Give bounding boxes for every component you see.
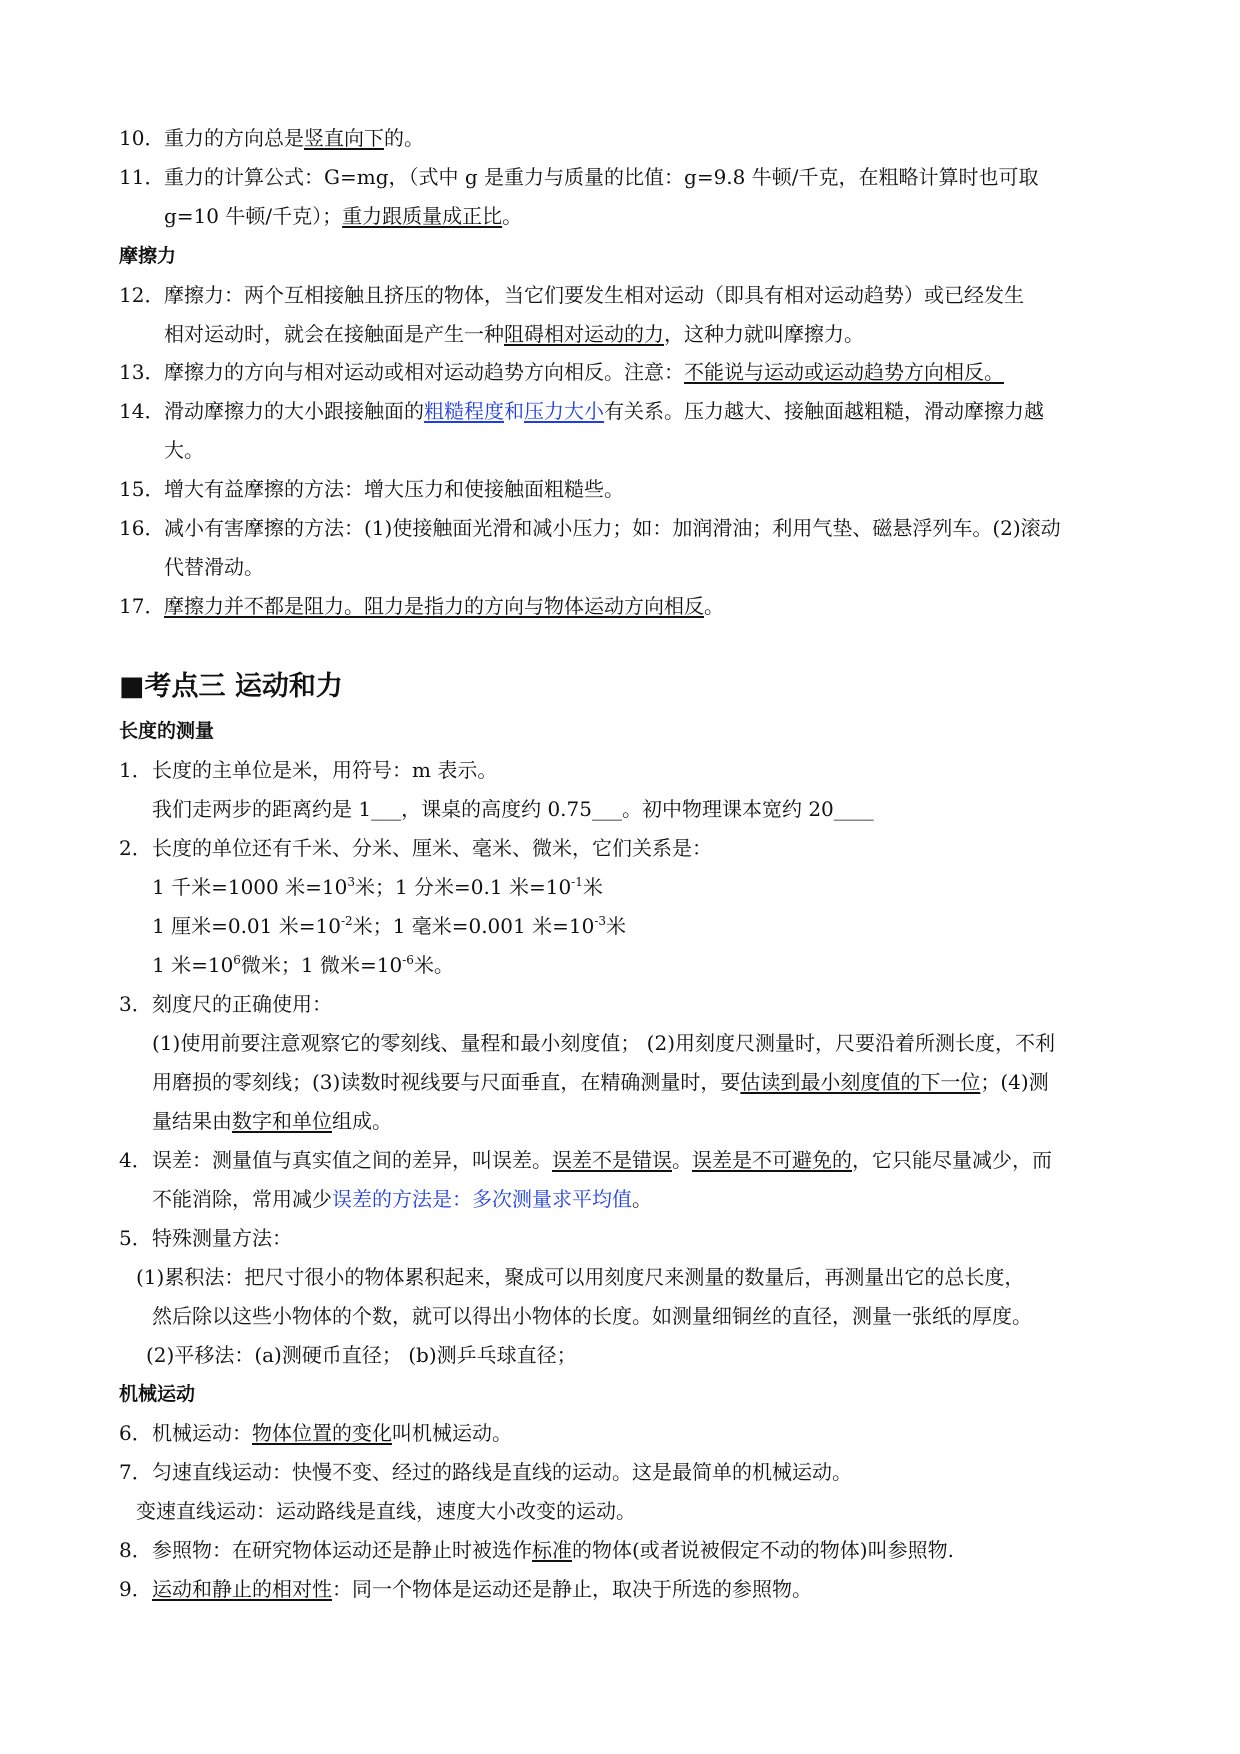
text-segment: 的。 [384,126,424,150]
item-text: 长度的单位还有千米、分米、厘米、毫米、微米，它们关系是： [152,836,712,860]
item-text: 我们走两步的距离约是 1___，课桌的高度约 0.75___。初中物理课本宽约 20____ [152,797,874,821]
item-text: 大。 [164,438,204,462]
item-text: (1)使用前要注意观察它的零刻线、量程和最小刻度值； (2)用刻度尺测量时，尺要沿着所测长度，不利 [152,1031,1056,1055]
item-text [164,593,724,619]
text-segment: 误差：测量值与真实值之间的差异，叫误差。 [152,1148,552,1172]
item-text [152,1108,392,1134]
item-number: 17． [119,594,165,618]
text-segment: 有关系。压力越大、接触面越粗糙，滑动摩擦力越 [604,399,1044,423]
text-segment: 叫机械运动。 [392,1421,512,1445]
underlined-term: 物体位置的变化 [252,1421,392,1445]
text-segment: 组成。 [332,1109,392,1133]
text-segment: ，它只能尽量减少，而 [852,1148,1052,1172]
underlined-term: 阻碍相对运动的力 [504,322,664,346]
link-roughness[interactable]: 粗糙程度 [424,399,504,423]
item-number: 3． [119,992,152,1016]
text-segment: g=10 牛顿/千克）； [164,204,343,228]
text-segment: 重力的方向总是 [164,126,304,150]
item-text: 重力的计算公式：G=mg，（式中 g 是重力与质量的比值：g=9.8 牛顿/千克，在粗略计算时也可取 [164,165,1039,189]
item-number: 8． [119,1538,152,1562]
item-text [164,398,1044,424]
item-number: 16． [119,516,165,540]
item-text: 减小有害摩擦的方法：(1)使接触面光滑和减小压力；如：加润滑油；利用气垫、磁悬浮列车。(2)滚动 [164,516,1061,540]
text-segment: 滑动摩擦力的大小跟接触面的 [164,399,424,423]
item-text [152,1576,812,1602]
item-number: 4． [119,1148,152,1172]
text-segment: 和 [504,399,524,423]
highlighted-term: 误差的方法是：多次测量求平均值 [332,1187,632,1211]
item-number: 6． [119,1421,152,1445]
underlined-term: 误差是不可避免的 [692,1148,852,1172]
text-segment: 相对运动时，就会在接触面是产生一种 [164,322,504,346]
item-number: 12． [119,283,165,307]
item-text [152,1147,1052,1173]
text-segment: 的物体(或者说被假定不动的物体)叫参照物. [572,1538,954,1562]
text-segment: 不能消除，常用减少 [152,1187,332,1211]
item-text [164,321,864,347]
underlined-term: 竖直向下 [304,126,384,150]
item-text [152,1420,512,1446]
text-segment: 。 [704,594,724,618]
item-text: 匀速直线运动：快慢不变、经过的路线是直线的运动。这是最简单的机械运动。 [152,1460,852,1484]
item-text: 然后除以这些小物体的个数，就可以得出小物体的长度。如测量细铜丝的直径，测量一张纸的厚度。 [152,1304,1032,1328]
item-text: 特殊测量方法： [152,1226,292,1250]
item-text [164,359,1004,385]
underlined-term: 运动和静止的相对性 [152,1577,332,1601]
item-number: 2． [119,836,152,860]
text-segment: 。 [672,1148,692,1172]
text-segment: 摩擦力的方向与相对运动或相对运动趋势方向相反。注意： [164,360,684,384]
item-number: 7． [119,1460,152,1484]
text-segment: ：同一个物体是运动还是静止，取决于所选的参照物。 [332,1577,812,1601]
item-number: 5． [119,1226,152,1250]
item-number: 15． [119,477,165,501]
item-number: 11． [119,165,165,189]
item-text: 代替滑动。 [164,555,264,579]
underlined-term: 标准 [532,1538,572,1562]
text-segment: ；(4)测 [980,1070,1049,1094]
item-text [152,1537,954,1563]
text-segment: 机械运动： [152,1421,252,1445]
text-segment: 用磨损的零刻线；(3)读数时视线要与尺面垂直，在精确测量时，要 [152,1070,741,1094]
underlined-term: 重力跟质量成正比 [342,204,503,228]
text-segment: 。 [632,1187,652,1211]
item-text [152,1186,652,1212]
item-text: 长度的主单位是米，用符号：m 表示。 [152,758,498,782]
text-segment: 量结果由 [152,1109,232,1133]
text-segment: ，这种力就叫摩擦力。 [664,322,864,346]
item-text: (2)平移法：(a)测硬币直径； (b)测乒乓球直径； [146,1343,577,1367]
item-number: 1． [119,758,152,782]
item-text [164,125,424,151]
underlined-term: 不能说与运动或运动趋势方向相反。 [684,360,1004,384]
item-text: 刻度尺的正确使用： [152,992,332,1016]
text-segment: 参照物：在研究物体运动还是静止时被选作 [152,1538,532,1562]
item-number: 10． [119,126,165,150]
item-text: 增大有益摩擦的方法：增大压力和使接触面粗糙些。 [164,477,624,501]
document-page: 10． 重力的方向总是竖直向下的。 11． 重力的计算公式：G=mg，（式中 g 是重力与质量的比值：g=9.8 牛顿/千克，在粗略计算时也可取 g=10 牛顿/千克）；重力跟质量成正比。 摩擦力 12． 摩擦力：两个互相接触且挤压的物体，当它们要发生相对运动（即具有相对运动趋势）或已经发生 相对运动时，就会在接触面是产生一种阻碍相对运动的力，这种力就叫摩擦力。 13． 摩擦力的方向与相对运动或相对运动趋势方向相反。注意：不能说与运动或运动趋势方向相反。 14． 滑动摩擦力的大小跟接触面的粗糙程度和压力大小有关系。压力越大、接触面越粗糙，滑动摩擦力越 大。 15． 增大有益摩擦的方法：增大压力和使接触面粗糙些。 16． 减小有害摩擦的方法：(1)使接触面光滑和减小压力；如：加润滑油；利用气垫、磁悬浮列车。(2)滚动 代替滑动。 17． 摩擦力并不都是阻力。阻力是指力的方向与物体运动方向相反。 ■考点三 运动和力 长度的测量 1． 长度的主单位是米，用符号：m 表示。 我们走两步的距离约是 1___，课桌的高度约 0.75___。初中物理课本宽约 20____ 2． 长度的单位还有千米、分米、厘米、毫米、微米，它们关系是： 1 千米=1000 米$=10^3$米；1 分米=0.1 米$=10^{-1}$米 1 厘米=0.01 米$=10^{-2}$米；1 毫米=0.001 米$=10^{-3}$米 1 米$=10^6$微米；1 微米$=10^{-6}$米。 3． 刻度尺的正确使用： (1)使用前要注意观察它的零刻线、量程和最小刻度值； (2)用刻度尺测量时，尺要沿着所测长度，不利 用磨损的零刻线；(3)读数时视线要与尺面垂直，在精确测量时，要估读到最小刻度值的下一位；(4)测 量结果由数字和单位组成。 4． 误差：测量值与真实值之间的差异，叫误差。误差不是错误。误差是不可避免的，它只能尽量减少，而 不能消除，常用减少误差的方法是：多次测量求平均值。 5． 特殊测量方法： (1)累积法：把尺寸很小的物体累积起来，聚成可以用刻度尺来测量的数量后，再测量出它的总长度， 然后除以这些小物体的个数，就可以得出小物体的长度。如测量细铜丝的直径，测量一张纸的厚度。 (2)平移法：(a)测硬币直径； (b)测乒乓球直径； 机械运动 6． 机械运动：物体位置的变化叫机械运动。 7． 匀速直线运动：快慢不变、经过的路线是直线的运动。这是最简单的机械运动。 变速直线运动：运动路线是直线，速度大小改变的运动。 8． 参照物：在研究物体运动还是静止时被选作标准的物体(或者说被假定不动的物体)叫参照物. 9． 运动和静止的相对性：同一个物体是运动还是静止，取决于所选的参照物。 [119,126,1061,1601]
underlined-term: 估读到最小刻度值的下一位 [740,1070,981,1094]
item-number: 13． [119,360,165,384]
item-text: 变速直线运动：运动路线是直线，速度大小改变的运动。 [136,1499,636,1523]
underlined-term: 摩擦力并不都是阻力。阻力是指力的方向与物体运动方向相反 [164,594,704,618]
item-text: 摩擦力：两个互相接触且挤压的物体，当它们要发生相对运动（即具有相对运动趋势）或已经发生 [164,283,1024,307]
item-text: (1)累积法：把尺寸很小的物体累积起来，聚成可以用刻度尺来测量的数量后，再测量出它的总长度， [136,1265,1025,1289]
underlined-term: 误差不是错误 [552,1148,672,1172]
item-number: 14． [119,399,165,423]
text-segment: 。 [502,204,523,228]
link-pressure[interactable]: 压力大小 [524,399,604,423]
item-number: 9． [119,1577,152,1601]
item-text [164,203,522,229]
item-text [152,1069,1049,1095]
underlined-term: 数字和单位 [232,1109,332,1133]
